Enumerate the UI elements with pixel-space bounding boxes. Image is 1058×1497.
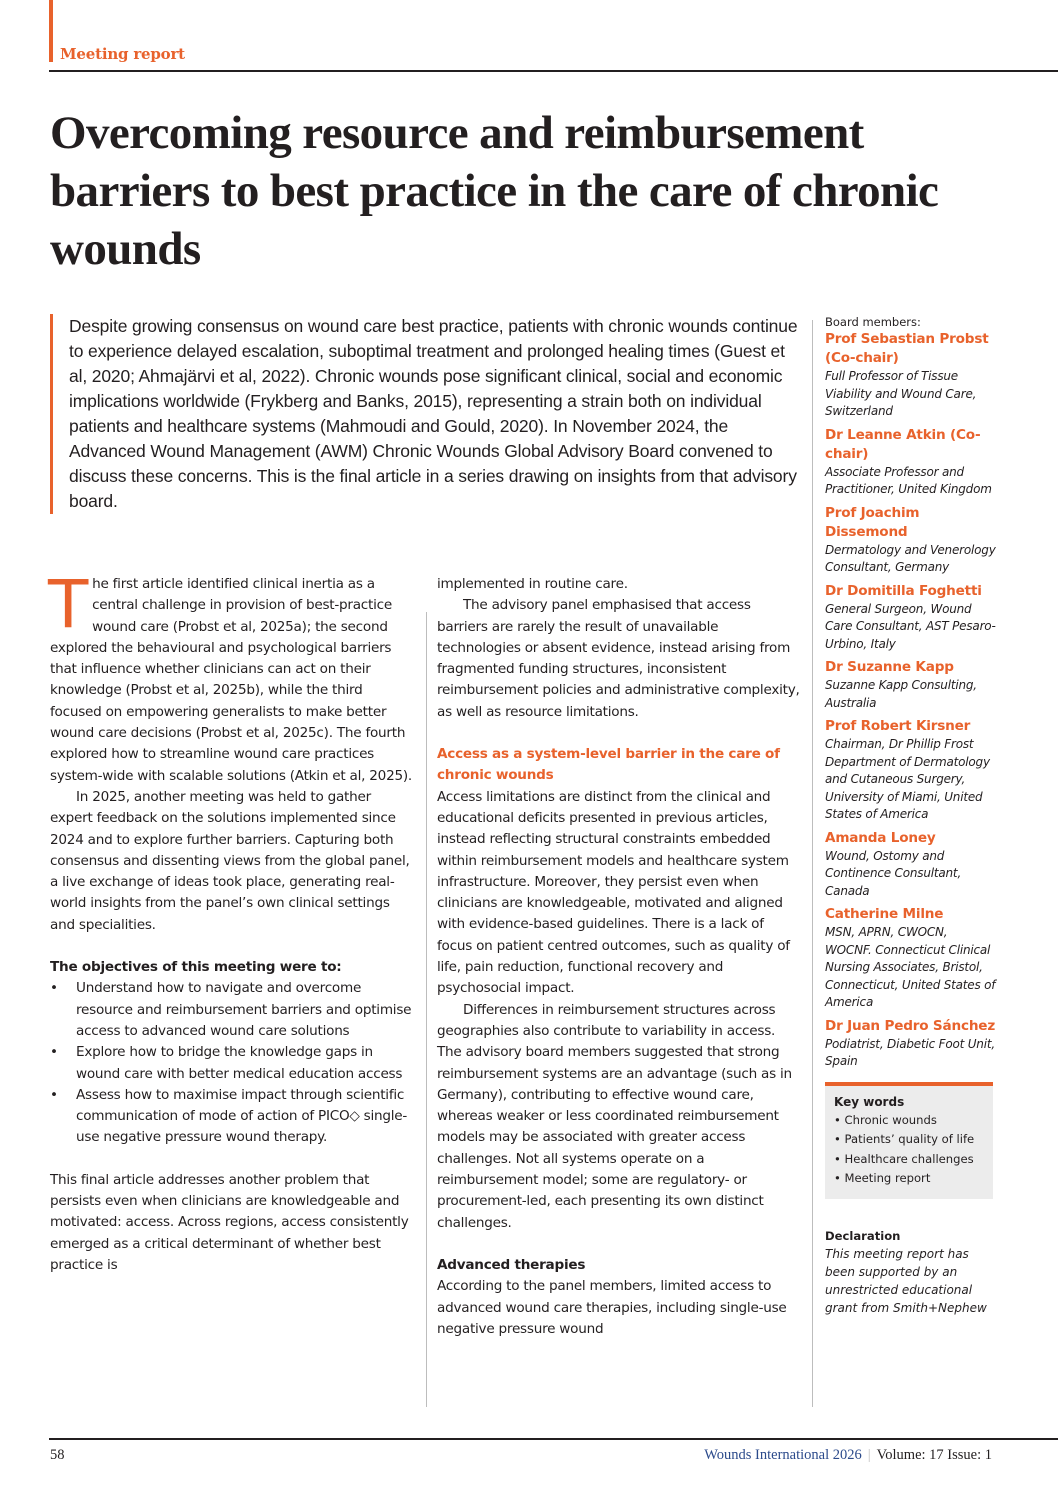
article-title: Overcoming resource and reimbursement barriers to best practice in the care of chronic wounds — [50, 107, 939, 275]
member-role: Wound, Ostomy and Continence Consultant, Canada — [825, 848, 962, 898]
body-column-2 — [437, 574, 802, 1340]
list-item: • Assess how to maximise impact through scientific communication of mode of action of PICO◇ single-use negative pressure wound therapy. — [50, 1085, 415, 1149]
journal-name: Wounds International 2026 — [704, 1447, 862, 1463]
member-role: Suzanne Kapp Consulting, Australia — [825, 678, 977, 710]
board-member — [825, 426, 997, 499]
member-name: Dr Juan Pedro Sánchez — [825, 1017, 996, 1034]
member-role: Chairman, Dr Phillip Frost Department of Dermatology and Cutaneous Surgery, University of Miami, United States of America — [825, 737, 990, 821]
keywords-title: Key words — [834, 1094, 905, 1109]
intro-paragraph: The first article identified clinical inertia as a central challenge in provision of best-practice wound care (Probst et al, 2025a); the second explored the behavioural and psychological barriers that influence whether clinicians can act on their knowledge (Probst et al, 2025b), while the third focused on empowering generalists to make better wound care decisions (Probst et al, 2025c). The fourth explored how to streamline wound care practices system-wide with scalable solutions (Atkin et al, 2025). — [48, 566, 412, 784]
volume-issue: Volume: 17 Issue: 1 — [876, 1447, 992, 1463]
board-member — [825, 717, 997, 824]
objectives-heading: The objectives of this meeting were to: — [50, 959, 342, 976]
section-label: Meeting report — [60, 45, 185, 63]
page-number: 58 — [50, 1447, 65, 1463]
member-name: Prof Robert Kirsner — [825, 718, 971, 734]
declaration-title: Declaration — [825, 1228, 901, 1243]
board-members-label: Board members: — [825, 315, 921, 329]
keyword: • Chronic wounds — [834, 1111, 983, 1131]
journal-info — [704, 1447, 992, 1464]
board-member — [825, 905, 997, 1012]
keyword: • Patients’ quality of life — [834, 1130, 983, 1150]
keyword: • Healthcare challenges — [834, 1150, 983, 1170]
board-members-sidebar — [825, 314, 997, 1317]
declaration-text: This meeting report has been supported by an unrestricted educational grant from Smith+Nephew — [825, 1246, 987, 1315]
paragraph: This final article addresses another problem that persists even when clinicians are knowledgeable and motivated: access. Across regions, access consistently emerged as a critical determinant of whether best practice is — [50, 1171, 409, 1273]
board-member — [825, 582, 997, 654]
member-name: Dr Leanne Atkin (Co-chair) — [825, 426, 981, 462]
bottom-rule — [49, 1438, 1058, 1440]
paragraph: According to the panel members, limited access to advanced wound care therapies, including single-use negative pressure wound — [437, 1278, 787, 1337]
accent-bar — [49, 0, 53, 62]
body-column-1 — [48, 566, 415, 1276]
member-role: Full Professor of Tissue Viability and Wound Care, Switzerland — [825, 369, 977, 418]
member-role: MSN, APRN, CWOCN, WOCNF. Connecticut Clinical Nursing Associates, Bristol, Connecticut, United States of America — [825, 925, 996, 1009]
top-rule — [49, 70, 1058, 72]
paragraph: implemented in routine care. — [437, 576, 628, 592]
member-role: Associate Professor and Practitioner, United Kingdom — [825, 464, 992, 496]
board-member — [825, 829, 997, 901]
paragraph: The advisory panel emphasised that access barriers are rarely the result of unavailable technologies or absent evidence, instead arising from fragmented funding structures, inconsistent reimbursement policies and administrative complexity, as well as resource limitations. — [437, 597, 800, 720]
board-member — [825, 504, 997, 577]
list-item: • Explore how to bridge the knowledge gaps in wound care with better medical education access — [50, 1042, 415, 1085]
separator: | — [867, 1447, 871, 1463]
drop-cap: T — [48, 566, 89, 643]
member-name: Amanda Loney — [825, 829, 936, 846]
standfirst: Despite growing consensus on wound care best practice, patients with chronic wounds continue to experience delayed escalation, suboptimal treatment and prolonged healing times (Guest et al, 2020; Ahmajärvi et al, 2022). Chronic wounds pose significant clinical, social and economic implications worldwide (Frykberg and Banks, 2015), representing a strain both on individual patients and healthcare systems (Mahmoudi and Gould, 2020). In November 2024, the Advanced Wound Management (AWM) Chronic Wounds Global Advisory Board convened to discuss these concerns. This is the final article in a series drawing on insights from that advisory board. — [50, 314, 805, 514]
paragraph: Differences in reimbursement structures across geographies also contribute to variability in access. The advisory board members suggested that strong reimbursement systems are an advantage (such as in Germany), contributing to effective wound care, whereas weaker or less coordinated reimbursement models may be associated with greater access challenges. Not all systems operate on a reimbursement model; some are regulatory- or procurement-led, each presenting its own distinct challenges. — [437, 1001, 792, 1231]
board-member — [825, 658, 997, 712]
column-divider — [426, 612, 427, 1407]
member-name: Catherine Milne — [825, 906, 944, 922]
list-item: • Understand how to navigate and overcome resource and reimbursement barriers and optimise access to advanced wound care solutions — [50, 978, 415, 1042]
sidebar-divider — [812, 320, 813, 1407]
board-member — [825, 1017, 997, 1071]
paragraph: In 2025, another meeting was held to gather expert feedback on the solutions implemented since 2024 and to explore further barriers. Capturing both consensus and dissenting views from the global panel, a live exchange of ideas took place, generating real-world insights from the panel’s own clinical settings and specialities. — [50, 788, 410, 933]
member-name: Dr Domitilla Foghetti — [825, 582, 982, 599]
keywords-box — [825, 1082, 993, 1199]
member-name: Dr Suzanne Kapp — [825, 659, 954, 675]
member-name: Prof Sebastian Probst (Co-chair) — [825, 331, 989, 366]
board-member — [825, 330, 997, 421]
subheading-access: Access as a system-level barrier in the care of chronic wounds — [437, 746, 780, 784]
declaration — [825, 1227, 997, 1317]
member-role: Podiatrist, Diabetic Foot Unit, Spain — [825, 1036, 995, 1068]
member-role: Dermatology and Venerology Consultant, Germany — [825, 542, 996, 574]
keyword: • Meeting report — [834, 1169, 983, 1189]
member-name: Prof Joachim Dissemond — [825, 504, 920, 540]
paragraph: Access limitations are distinct from the clinical and educational deficits presented in previous articles, instead reflecting structural constraints embedded within reimbursement models and healthcare system infrastructure. Moreover, they persist even when clinicians are knowledgeable, motivated and aligned with evidence-based guidelines. There is a lack of focus on patient centred outcomes, such as quality of life, pain reduction, functional recovery and psychosocial impact. — [437, 788, 790, 997]
objectives-list — [50, 978, 415, 1148]
member-role: General Surgeon, Wound Care Consultant, AST Pesaro-Urbino, Italy — [825, 601, 996, 651]
subheading-advanced-therapies: Advanced therapies — [437, 1256, 586, 1273]
